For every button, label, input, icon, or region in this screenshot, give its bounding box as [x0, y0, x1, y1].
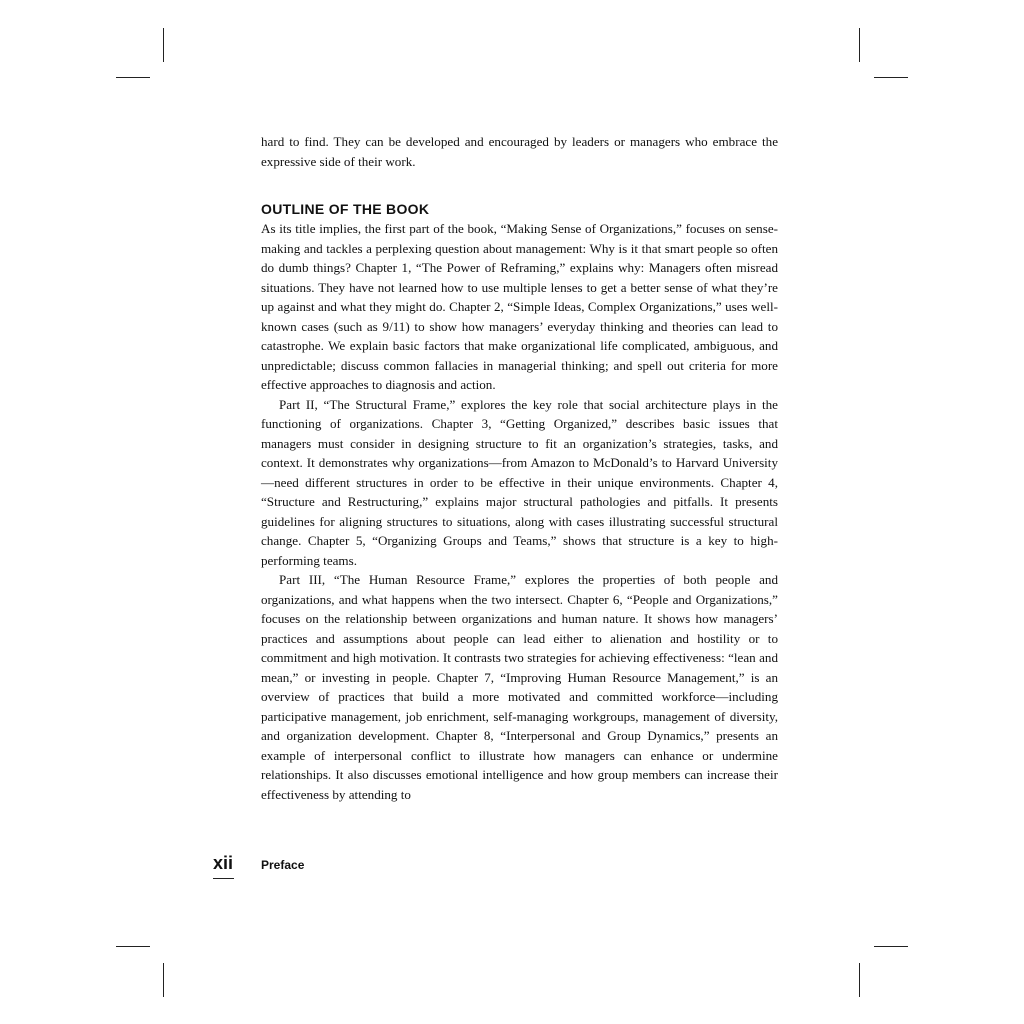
paragraph-1: As its title implies, the first part of the book, “Making Sense of Organizations,” focuses on sense-making and tackles a perplexing question about management: Why is it that smart people so often do dumb things? Chapter 1, “The Power of Reframing,” explains why: Managers often misread situations. They have not learned how to use multiple lenses to get a better sense of what they’re up against and what they might do. Chapter 2, “Simple Ideas, Complex Organizations,” uses well-known cases (such as 9/11) to show how managers’ everyday thinking and theories can lead to catastrophe. We explain basic factors that make organizational life complicated, ambiguous, and unpredictable; discuss common fallacies in managerial thinking; and spell out criteria for more effective approaches to diagnosis and action.	[261, 221, 778, 392]
paragraph-3: Part III, “The Human Resource Frame,” explores the properties of both people and organizations, and what happens when the two intersect. Chapter 6, “People and Organizations,” focuses on the relationship between organizations and human nature. It shows how managers’ practices and assumptions about people can lead either to alienation and hostility or to commitment and high motivation. It contrasts two strategies for achieving effectiveness: “lean and mean,” or investing in people. Chapter 7, “Improving Human Resource Management,” is an overview of practices that build a more motivated and committed workforce—including participative management, job enrichment, self-managing workgroups, management of diversity, and organization development. Chapter 8, “Interpersonal and Group Dynamics,” presents an example of interpersonal conflict to illustrate how managers can enhance or undermine relationships. It also discusses emotional intelligence and how group members can increase their effectiveness by attending to	[261, 572, 778, 802]
crop-mark-top-right-vertical	[859, 28, 860, 62]
crop-mark-bottom-left-horizontal	[116, 946, 150, 947]
running-footer: Preface	[261, 858, 305, 872]
section-heading: OUTLINE OF THE BOOK	[261, 201, 430, 217]
body-text	[261, 132, 778, 804]
paragraph-2: Part II, “The Structural Frame,” explores the key role that social architecture plays in the functioning of organizations. Chapter 3, “Getting Organized,” describes basic issues that managers must consider in designing structure to fit an organization’s strategies, tasks, and context. It demonstrates why organizations—from Amazon to McDonald’s to Harvard University—need different structures in order to be effective in their unique environments. Chapter 4, “Structure and Restructuring,” explains major structural pathologies and pitfalls. It presents guidelines for aligning structures to situations, along with cases illustrating successful structural change. Chapter 5, “Organizing Groups and Teams,” shows that structure is a key to high-performing teams.	[261, 396, 778, 568]
crop-mark-bottom-right-horizontal	[874, 946, 908, 947]
crop-mark-bottom-left-vertical	[163, 963, 164, 997]
page-number: xii	[213, 853, 234, 873]
continuation-paragraph: hard to find. They can be developed and encouraged by leaders or managers who embrace the expressive side of their work.	[261, 134, 778, 169]
crop-mark-top-left-horizontal	[116, 77, 150, 78]
page-number-rule	[213, 878, 234, 879]
crop-mark-top-left-vertical	[163, 28, 164, 62]
crop-mark-top-right-horizontal	[874, 77, 908, 78]
crop-mark-bottom-right-vertical	[859, 963, 860, 997]
